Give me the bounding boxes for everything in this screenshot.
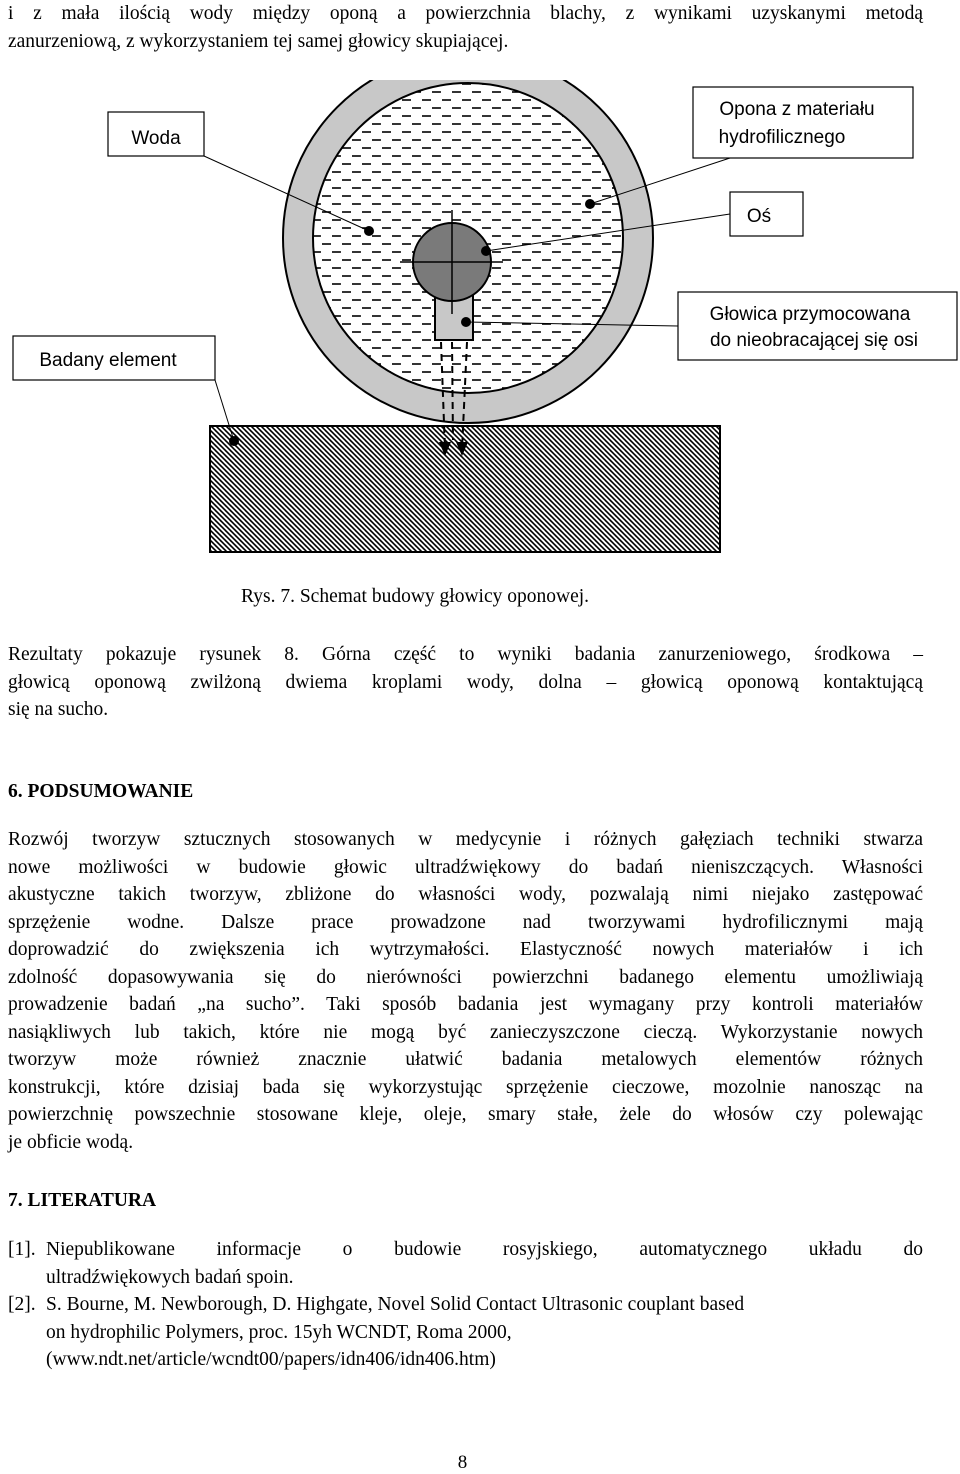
text-line: tworzyw może również znacznie ułatwić badania metalowych elementów różnych bbox=[8, 1049, 923, 1070]
reference-line: S. Bourne, M. Newborough, D. Highgate, Novel Solid Contact Ultrasonic couplant based bbox=[46, 1294, 745, 1315]
text-line: Rozwój tworzyw sztucznych stosowanych w medycynie i różnych gałęziach techniki stwarza bbox=[8, 829, 923, 850]
reference-line: Niepublikowane informacje o budowie rosyjskiego, automatycznego układu do bbox=[46, 1239, 923, 1260]
text-line: zdolność dopasowywania się do nierówności powierzchni badanego elementu umożliwiają bbox=[8, 966, 923, 988]
text-line: akustyczne takich tworzyw, zbliżone do własności wody, pozwalają nimi niejako zastępować bbox=[8, 884, 923, 905]
label-glowica-line1: Głowica przymocowana bbox=[709, 304, 911, 325]
reference-item bbox=[8, 1236, 923, 1291]
label-os: Oś bbox=[746, 206, 772, 227]
reference-number: [2]. bbox=[8, 1294, 36, 1315]
label-opona-line1: Opona z materiału bbox=[719, 99, 875, 120]
text-line: doprowadzić do zwiększenia ich wytrzymałości. Elastyczność nowych materiałów i ich bbox=[8, 939, 923, 960]
reference-line: ultradźwiękowych badań spoin. bbox=[46, 1266, 294, 1288]
text-line: i z mała ilością wody między oponą a powierzchnia blachy, z wynikami uzyskanymi metodą bbox=[8, 3, 923, 24]
text-line: zanurzeniową, z wykorzystaniem tej samej głowicy skupiającej. bbox=[8, 30, 509, 52]
tire-probe-diagram bbox=[0, 80, 960, 560]
section-heading-summary: 6. PODSUMOWANIE bbox=[8, 781, 194, 802]
results-paragraph bbox=[8, 641, 923, 724]
text-line: nowe możliwości w budowie głowic ultradźwiękowy do badań nieniszczących. Własności bbox=[8, 856, 923, 878]
reference-item bbox=[8, 1291, 923, 1374]
intro-paragraph bbox=[8, 0, 923, 55]
reference-line: on hydrophilic Polymers, proc. 15yh WCNDT, Roma 2000, bbox=[46, 1321, 512, 1343]
text-line: je obficie wodą. bbox=[8, 1131, 134, 1153]
summary-paragraph bbox=[8, 826, 923, 1156]
text-line: prowadzenie badań „na sucho”. Taki sposób badania jest wymagany przy kontroli materiałów bbox=[8, 994, 923, 1015]
text-line: powierzchnię powszechnie stosowane kleje, oleje, smary stałe, żele do włosów czy polewając bbox=[8, 1104, 923, 1125]
label-glowica-line2: do nieobracającej się osi bbox=[709, 330, 919, 351]
figure-caption: Rys. 7. Schemat budowy głowicy oponowej. bbox=[241, 586, 590, 607]
label-badany: Badany element bbox=[39, 350, 177, 371]
text-line: nasiąkliwych lub takich, które nie mogą być zanieczyszczone cieczą. Wykorzystanie nowych bbox=[8, 1021, 923, 1043]
reference-link[interactable]: (www.ndt.net/article/wcndt00/papers/idn406/idn406.htm) bbox=[46, 1349, 496, 1370]
text-line: Rezultaty pokazuje rysunek 8. Górna część to wyniki badania zanurzeniowego, środkowa – bbox=[8, 644, 923, 665]
text-line: głowicą oponową zwilżoną dwiema kroplami wody, dolna – głowicą oponową kontaktującą bbox=[8, 671, 923, 693]
section-heading-literature: 7. LITERATURA bbox=[8, 1190, 157, 1211]
text-line: sprzężenie wodne. Dalsze prace prowadzone nad tworzywami hydrofilicznymi mają bbox=[8, 911, 923, 933]
text-line: konstrukcji, które dzisiaj bada się wykorzystując sprzężenie cieczowe, mozolnie nanosząc na bbox=[8, 1076, 923, 1098]
page-number: 8 bbox=[457, 1452, 468, 1473]
reference-number: [1]. bbox=[8, 1239, 36, 1260]
label-opona-line2: hydrofilicznego bbox=[718, 127, 846, 148]
text-line: się na sucho. bbox=[8, 699, 109, 720]
label-woda: Woda bbox=[131, 128, 181, 149]
